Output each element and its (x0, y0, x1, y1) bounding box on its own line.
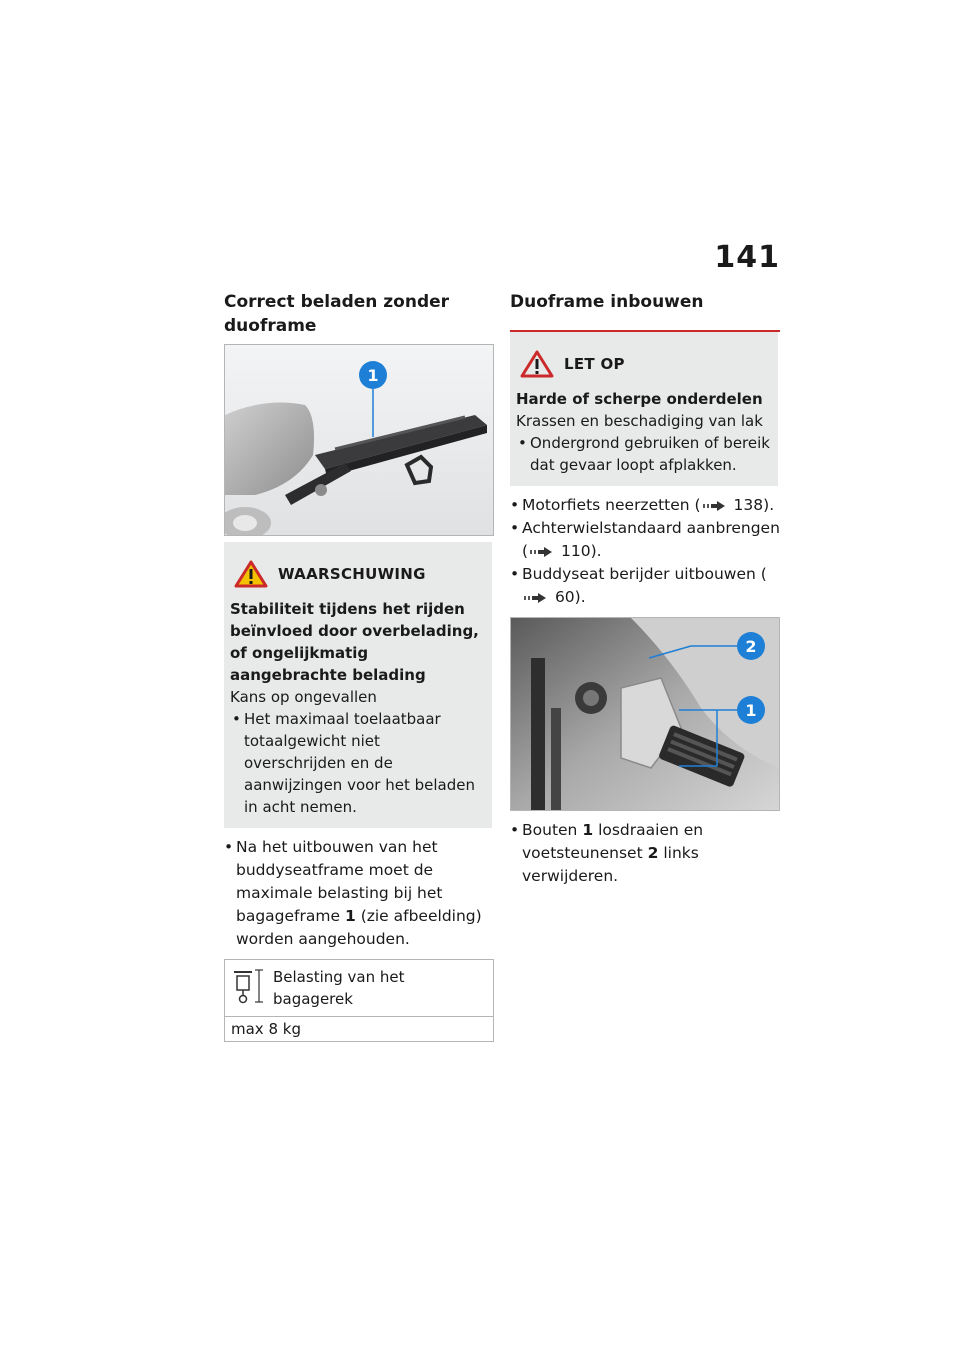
step-list (510, 819, 780, 888)
page-reference-arrow-icon (524, 593, 548, 603)
list-item: • Na het uitbouwen van het buddyseatframe moet de maximale belasting bij het bagageframe 1 (zie afbeelding) worden aangehouden. (224, 836, 494, 951)
warning-subtitle: Stabiliteit tijdens het rijden beïnvloed door overbelading, of ongelijkmatig aangebrachte belading (230, 600, 479, 684)
step-list (224, 836, 494, 951)
right-column (510, 290, 780, 888)
luggage-rack-illustration (225, 345, 493, 535)
notice-subtitle: Harde of scherpe onderdelen (516, 390, 763, 408)
spec-label: Belasting van het bagagerek (273, 968, 405, 1008)
warning-triangle-icon (234, 560, 268, 588)
load-weight-icon (231, 966, 265, 1006)
callout-label: 1 (745, 701, 757, 720)
page-number: 141 (714, 240, 780, 275)
list-item: • Bouten 1 losdraaien en voetsteunenset 2 links verwijderen. (510, 819, 780, 888)
page-reference-arrow-icon (530, 547, 554, 557)
section-heading: Correct beladen zonder duoframe (224, 292, 450, 336)
warning-bullet: • Het maximaal toelaatbaar totaalgewicht niet overschrijden en de aanwijzingen voor het beladen in acht nemen. (230, 708, 486, 818)
notice-text: Krassen en beschadiging van lak (516, 412, 763, 430)
spec-value: max 8 kg (231, 1020, 301, 1038)
callout-label: 2 (745, 637, 757, 656)
spec-table (224, 959, 494, 1042)
notice-bullet: • Ondergrond gebruiken of bereik dat gevaar loopt afplakken. (516, 432, 772, 476)
footrest-photo (510, 617, 780, 811)
step-list (510, 494, 780, 609)
caution-triangle-icon (520, 350, 554, 378)
luggage-rack-photo (224, 344, 494, 536)
warning-box (224, 542, 492, 828)
left-column (224, 290, 494, 1042)
list-item: • Motorfiets neerzetten ( 138). (510, 494, 780, 517)
notice-title: LET OP (564, 355, 625, 373)
callout-label: 1 (367, 366, 379, 385)
list-item: • Achterwielstandaard aanbrengen ( 110). (510, 517, 780, 563)
section-heading: Duoframe inbouwen (510, 292, 704, 312)
notice-box (510, 332, 778, 486)
footrest-illustration (511, 618, 779, 810)
warning-text: Kans op ongevallen (230, 688, 377, 706)
page-reference-arrow-icon (703, 501, 727, 511)
list-item: • Buddyseat berijder uitbouwen ( 60). (510, 563, 780, 609)
warning-title: WAARSCHUWING (278, 565, 426, 583)
